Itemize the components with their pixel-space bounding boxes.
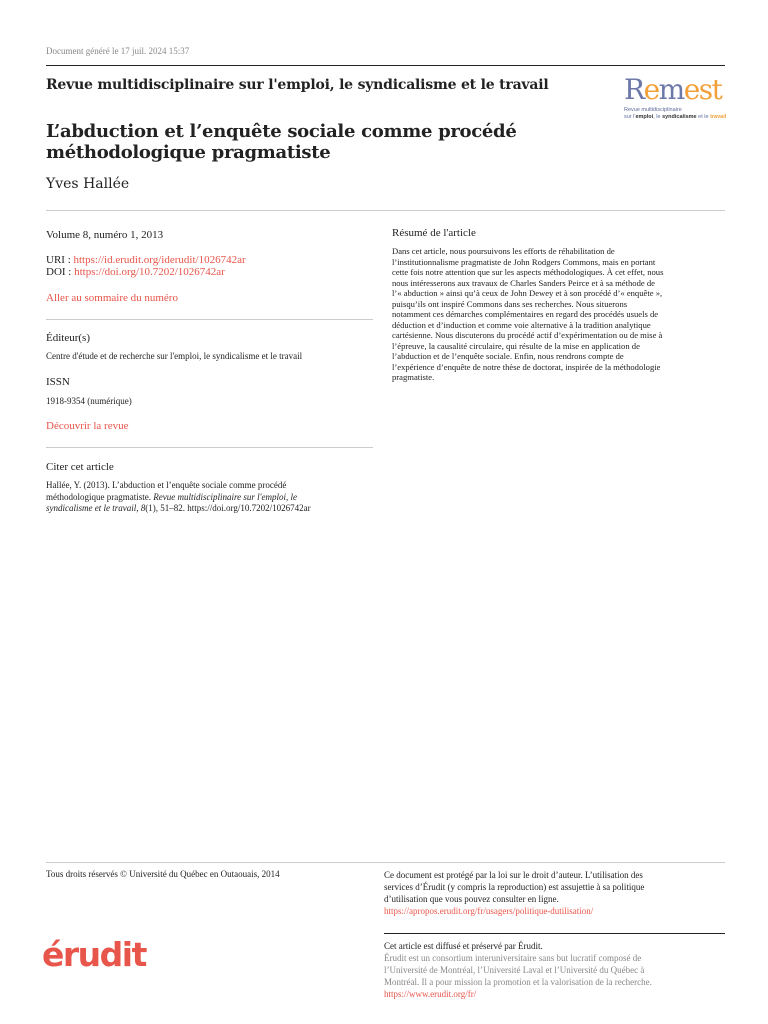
remest-logo [622,74,728,126]
generated-date: Document généré le 17 juil. 2024 15:37 [46,46,190,56]
erudit-logo: érudit [42,935,146,974]
abstract-text: Dans cet article, nous poursuivons les efforts de réhabilitation de l’institutionnalisme pragmatiste de John Rodgers Commons, mais en portant cette fois notre attention que sur les aspects méthodologiques. À cet effet, nous nous intéresserons aux travaux de Charles Sanders Peirce et à sa méthode de l’« abduction » ainsi qu’à ceux de John Dewey et à son procédé d’« enquête », puisqu’ils ont inspiré Commons dans ses recherches. Nous situerons notamment ces démarches complémentaires en regard des procédés usuels de déduction et d’induction et comme voie alternative à la tradition analytique cartésienne. Nous discuterons du procédé actif d’expérimentation ou de mise à l’épreuve, la causalité circulaire, qui résulte de la mise en application de l’abduction et de l’enquête sociale. Enfin, nous rendrons compte de l’expérience d’enquête de notre thèse de doctorat, inspirée de la méthodologie pragmatiste. [392,246,664,382]
copyright-notice: Ce document est protégé par la loi sur le droit d’auteur. L’utilisation des services d’Érudit (y compris la reproduction) est assujettie à sa politique d’utilisation que vous pouvez consulter en ligne. https://apropos.erudit.org/fr/usagers/politique-dutilisation/ [384,869,714,917]
journal-title: Revue multidisciplinaire sur l'emploi, le syndicalisme et le travail [46,77,549,93]
toc-link[interactable]: Aller au sommaire du numéro [46,292,178,304]
publisher-name: Centre d'étude et de recherche sur l'emploi, le syndicalisme et le travail [46,351,303,361]
article-author: Yves Hallée [46,176,130,192]
issn-heading: ISSN [46,376,70,388]
top-rule [46,65,725,66]
remest-wordmark: Remest [624,73,722,106]
issn-value: 1918-9354 (numérique) [46,396,132,406]
rights-notice: Tous droits réservés © Université du Québec en Outaouais, 2014 [46,869,280,879]
erudit-info: Cet article est diffusé et préservé par Érudit. Érudit est un consortium interuniversitaire sans but lucratif composé de l’Université de Montréal, l’Université Laval et l’Université du Québec à Montréal. Il a pour mission la promotion et la valorisation de la recherche. https://www.erudit.org/fr/ [384,940,714,1000]
left-divider-2 [46,447,373,448]
abstract-heading: Résumé de l'article [392,227,476,239]
citation-text: Hallée, Y. (2013). L’abduction et l’enquête sociale comme procédé méthodologique pragmatiste. Revue multidisciplinaire sur l'emploi, le syndicalisme et le travail, 8(1), 51–82. https://doi.org/10.7202/1026742ar [46,480,311,513]
footer-divider-2 [384,933,725,934]
article-title: L’abduction et l’enquête sociale comme procédé méthodologique pragmatiste [46,121,517,163]
cite-heading: Citer cet article [46,461,114,473]
erudit-site-link[interactable]: https://www.erudit.org/fr/ [384,989,477,999]
doi-line: DOI : https://doi.org/10.7202/1026742ar [46,266,225,278]
uri-line: URI : https://id.erudit.org/iderudit/1026742ar [46,254,246,266]
policy-link[interactable]: https://apropos.erudit.org/fr/usagers/politique-dutilisation/ [384,906,594,916]
discover-journal-link[interactable]: Découvrir la revue [46,420,129,432]
volume-info: Volume 8, numéro 1, 2013 [46,229,164,241]
footer-divider [46,862,725,863]
header-divider [46,210,725,211]
uri-link[interactable]: https://id.erudit.org/iderudit/1026742ar [73,254,246,266]
left-divider-1 [46,319,373,320]
publisher-heading: Éditeur(s) [46,332,90,344]
remest-tagline: Revue multidisciplinaire sur l'emploi, le syndicalisme et le travail [624,107,727,120]
doi-link[interactable]: https://doi.org/10.7202/1026742ar [74,266,225,278]
